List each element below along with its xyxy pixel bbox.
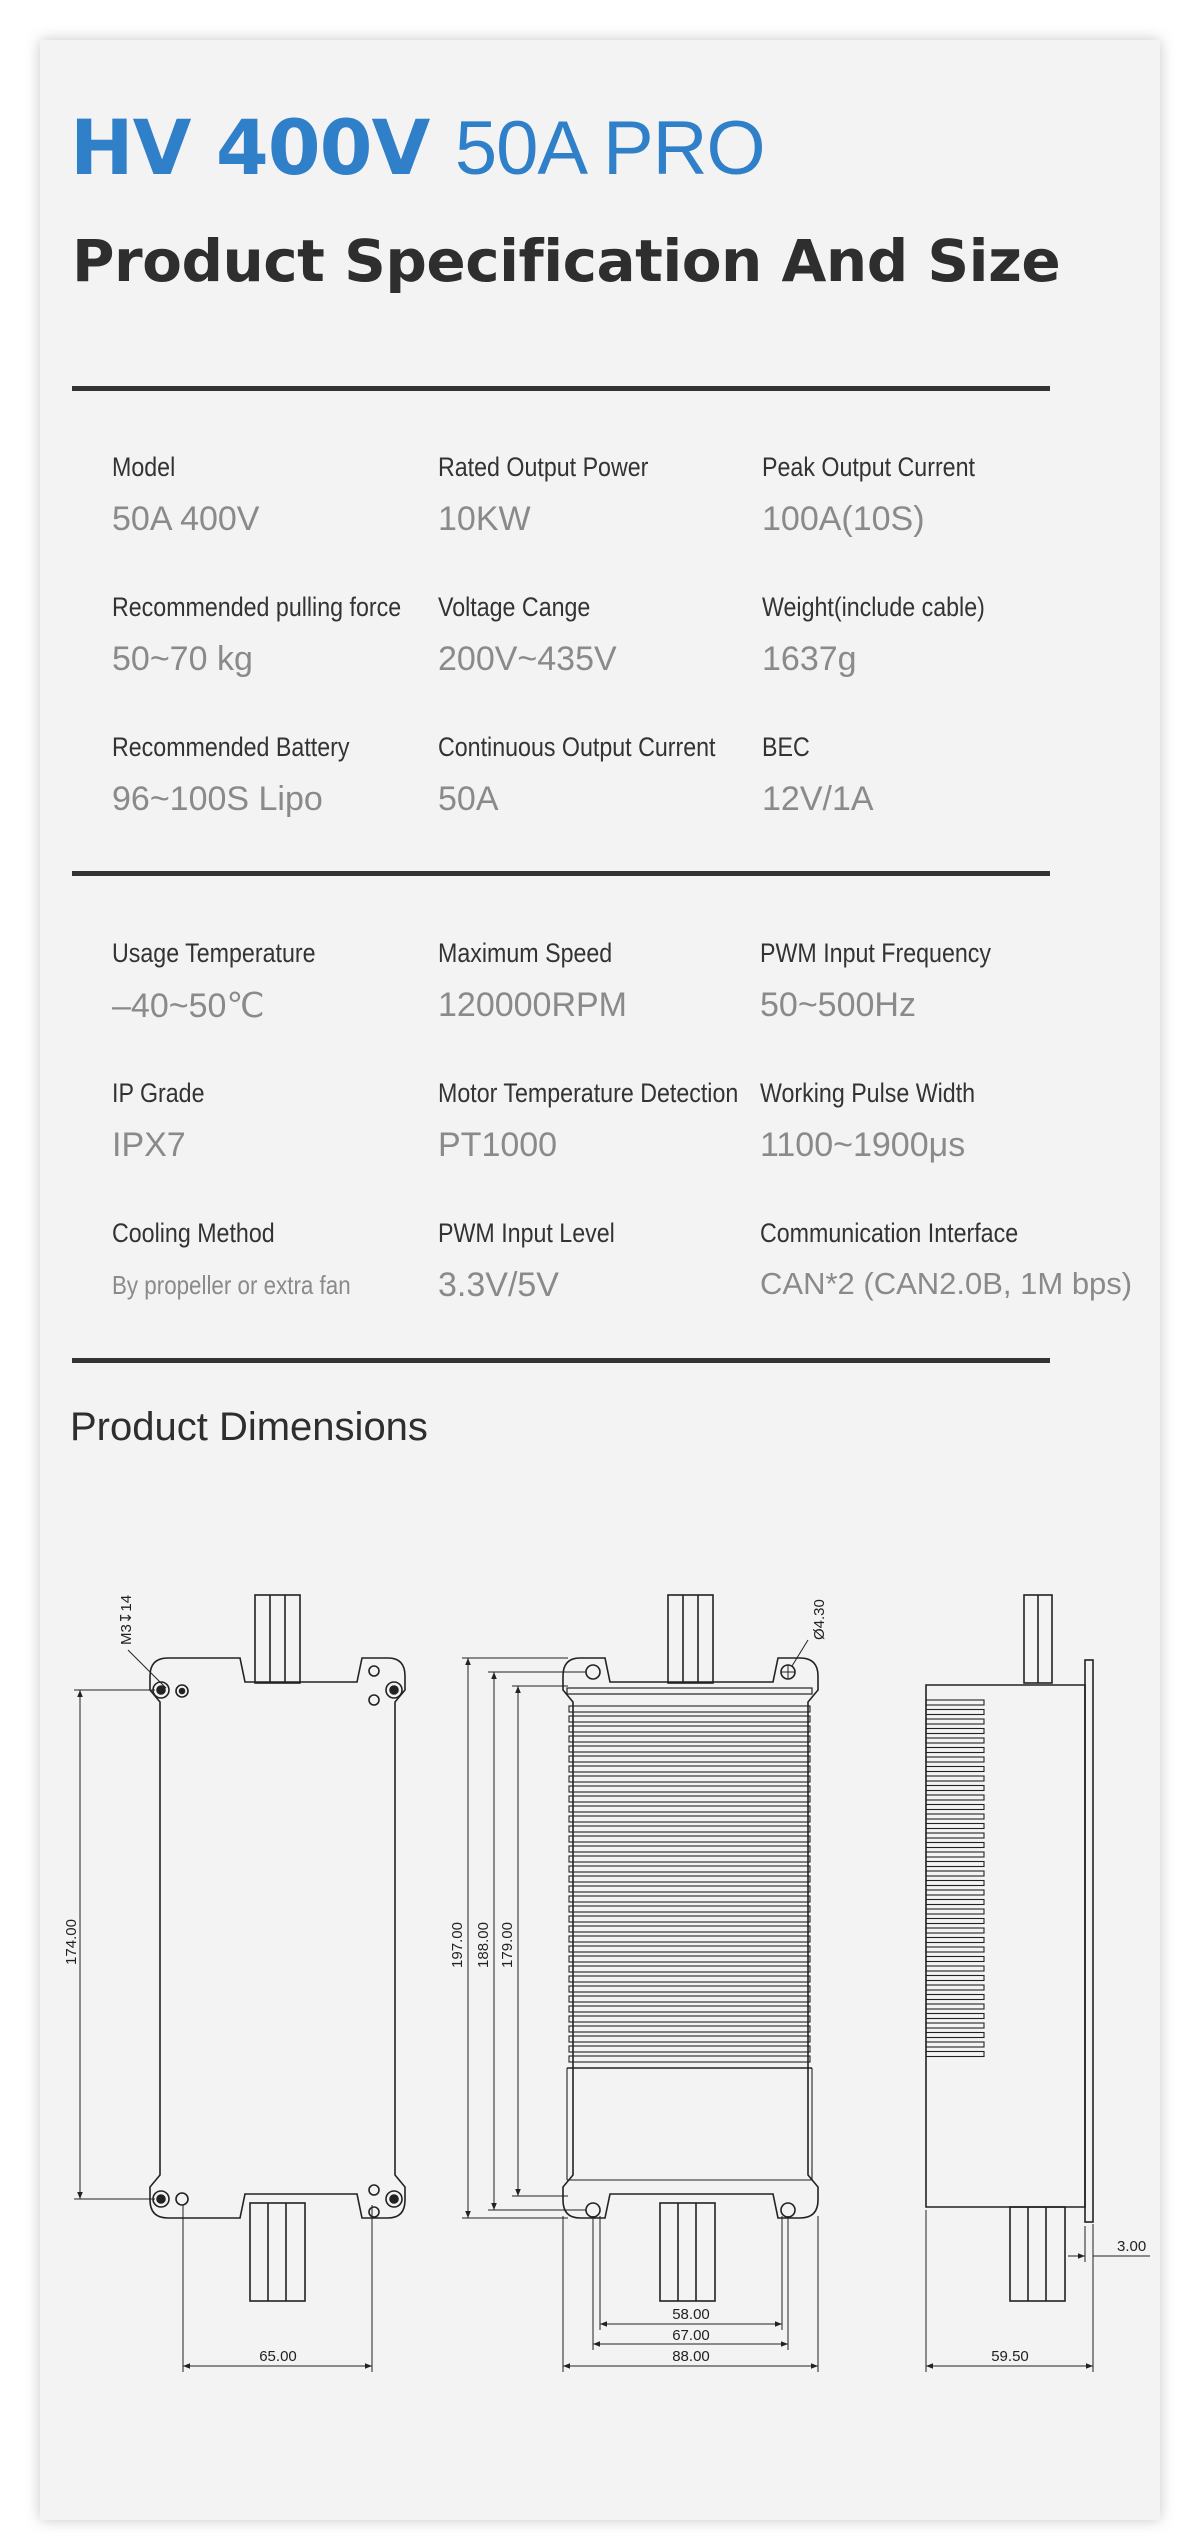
spec-value-comm-interface: CAN*2 (CAN2.0B, 1M bps): [760, 1266, 1133, 1301]
side-fin: [926, 1748, 984, 1753]
product-title-variant: 50A PRO: [454, 106, 765, 191]
front-hole: [369, 1695, 379, 1705]
heatsink-fin: [569, 1846, 810, 1852]
spec-label-model: Model: [112, 452, 176, 482]
spec-label-comm-interface: Communication Interface: [760, 1218, 1019, 1248]
side-fin: [926, 1833, 984, 1838]
side-fin: [926, 1719, 984, 1724]
heatsink-fin: [569, 1976, 810, 1982]
heatsink-fin: [569, 1936, 810, 1942]
side-fin: [926, 1862, 984, 1867]
side-fin: [926, 2023, 984, 2028]
side-fin: [926, 1966, 984, 1971]
spec-label-pwm-level: PWM Input Level: [438, 1218, 615, 1248]
spec-label-pulse-width: Working Pulse Width: [760, 1078, 976, 1108]
side-fin: [926, 2004, 984, 2009]
spec-label-motor-temp: Motor Temperature Detection: [438, 1078, 739, 1108]
side-body: [926, 1685, 1085, 2207]
spec-label-cooling: Cooling Method: [112, 1218, 275, 1248]
front-hole: [369, 2207, 379, 2217]
spec-label-max-speed: Maximum Speed: [438, 938, 613, 968]
side-fin: [926, 1786, 984, 1791]
heatsink-fin: [569, 1736, 810, 1742]
spec-value-cooling: By propeller or extra fan: [112, 1270, 351, 1300]
spec-value-usage-temp: –40~50℃: [112, 987, 265, 1025]
spec-value-weight: 1637g: [762, 640, 857, 678]
heatsink-fin: [569, 1786, 810, 1792]
back-w3-label: 88.00: [672, 2348, 710, 2365]
back-cable-top: [668, 1595, 713, 1683]
side-fin: [926, 1900, 984, 1905]
heatsink-fin: [569, 2056, 810, 2062]
heatsink-fin: [569, 1996, 810, 2002]
spec-value-rated-power: 10KW: [438, 500, 531, 538]
side-fin: [926, 1919, 984, 1924]
heatsink-fin: [569, 2006, 810, 2012]
back-hole-label: Ø4.30: [811, 1599, 828, 1640]
spec-value-pwm-frequency: 50~500Hz: [760, 986, 916, 1024]
back-cable-bottom: [660, 2203, 715, 2301]
heatsink-fin: [569, 1726, 810, 1732]
side-fin: [926, 1824, 984, 1829]
back-hole: [586, 1665, 600, 1679]
back-h1-label: 197.00: [449, 1922, 466, 1968]
side-fin: [926, 1947, 984, 1952]
side-plate: [1085, 1660, 1093, 2222]
back-w2-label: 67.00: [672, 2327, 710, 2344]
heatsink-fin: [569, 1776, 810, 1782]
side-fin: [926, 1890, 984, 1895]
heatsink-fin: [569, 1816, 810, 1822]
side-fin: [926, 1938, 984, 1943]
heatsink-fin: [569, 1706, 810, 1712]
side-fin: [926, 1795, 984, 1800]
side-fin: [926, 1976, 984, 1981]
spec-label-weight: Weight(include cable): [762, 592, 985, 622]
side-fin: [926, 1995, 984, 2000]
front-hole: [369, 1666, 379, 1676]
back-hole: [781, 2203, 795, 2217]
spec-label-bec: BEC: [762, 732, 810, 762]
front-hole: [157, 1686, 165, 1694]
side-fin: [926, 1814, 984, 1819]
dimensions-title: Product Dimensions: [70, 1405, 428, 1449]
side-view: [926, 1595, 1150, 2372]
side-fin: [926, 2014, 984, 2019]
heatsink-fin: [569, 1966, 810, 1972]
front-body: [150, 1658, 405, 2218]
front-cable-bottom: [250, 2203, 305, 2301]
heatsink-fin: [569, 1986, 810, 1992]
back-top-rail: [567, 1688, 812, 1694]
front-view: [74, 1595, 405, 2372]
spec-value-motor-temp: PT1000: [438, 1126, 558, 1164]
side-fins: [926, 1700, 984, 2057]
heatsink-fin: [569, 1836, 810, 1842]
side-fin: [926, 1871, 984, 1876]
front-hole: [369, 2185, 379, 2195]
heatsink-fin: [569, 1766, 810, 1772]
side-fin: [926, 1710, 984, 1715]
front-cable-top: [255, 1595, 300, 1683]
side-fin: [926, 1909, 984, 1914]
page-subtitle: Product Specification And Size: [72, 227, 1061, 295]
back-h3-label: 179.00: [499, 1922, 516, 1968]
side-plate-label: 3.00: [1117, 2238, 1147, 2255]
side-fin: [926, 2033, 984, 2038]
heatsink-fin: [569, 1796, 810, 1802]
front-thread-label: M3↧14: [118, 1594, 135, 1645]
front-thread-leader: [128, 1650, 166, 1688]
side-fin: [926, 1928, 984, 1933]
spec-value-max-speed: 120000RPM: [438, 986, 628, 1024]
side-fin: [926, 1738, 984, 1743]
heatsink-fin: [569, 1916, 810, 1922]
side-cable-bottom: [1010, 2207, 1065, 2301]
side-fin: [926, 2052, 984, 2057]
side-fin: [926, 1805, 984, 1810]
back-hole-leader: [792, 1640, 808, 1666]
side-fin: [926, 1767, 984, 1772]
spec-value-peak-current: 100A(10S): [762, 500, 925, 538]
heatsink-fins: [569, 1706, 810, 2062]
spec-label-continuous-current: Continuous Output Current: [438, 732, 716, 762]
front-hole: [180, 1689, 185, 1694]
front-hole: [390, 2195, 398, 2203]
side-fin: [926, 1700, 984, 1705]
back-h2-label: 188.00: [475, 1922, 492, 1968]
side-fin: [926, 1757, 984, 1762]
spec-label-usage-temp: Usage Temperature: [112, 938, 316, 968]
spec-value-pwm-level: 3.3V/5V: [438, 1266, 559, 1304]
side-fin: [926, 1985, 984, 1990]
heatsink-fin: [569, 1926, 810, 1932]
side-fin: [926, 1852, 984, 1857]
heatsink-fin: [569, 2036, 810, 2042]
side-fin: [926, 1843, 984, 1848]
heatsink-fin: [569, 1906, 810, 1912]
spec-value-model: 50A 400V: [112, 500, 260, 538]
spec-value-pulling-force: 50~70 kg: [112, 640, 253, 678]
heatsink-fin: [569, 1896, 810, 1902]
side-fin: [926, 1881, 984, 1886]
front-hole: [157, 2195, 165, 2203]
spec-label-rated-power: Rated Output Power: [438, 452, 649, 482]
spec-label-pulling-force: Recommended pulling force: [112, 592, 402, 622]
heatsink-fin: [569, 2016, 810, 2022]
front-height-label: 174.00: [63, 1919, 80, 1965]
side-fin: [926, 2042, 984, 2047]
heatsink-fin: [569, 1866, 810, 1872]
spec-label-battery: Recommended Battery: [112, 732, 350, 762]
heatsink-fin: [569, 2046, 810, 2052]
front-hole: [390, 1686, 398, 1694]
spec-value-pulse-width: 1100~1900μs: [760, 1126, 966, 1164]
front-width-label: 65.00: [259, 2348, 297, 2365]
heatsink-fin: [569, 1826, 810, 1832]
spec-label-voltage-range: Voltage Cange: [438, 592, 591, 622]
side-depth-label: 59.50: [991, 2348, 1029, 2365]
product-title-model: HV 400V: [70, 103, 430, 192]
spec-value-ip-grade: IPX7: [112, 1126, 186, 1164]
back-w1-label: 58.00: [672, 2306, 710, 2323]
side-fin: [926, 1776, 984, 1781]
heatsink-fin: [569, 1716, 810, 1722]
heatsink-fin: [569, 1886, 810, 1892]
back-hole: [586, 2203, 600, 2217]
heatsink-fin: [569, 1856, 810, 1862]
heatsink-fin: [569, 1746, 810, 1752]
heatsink-fin: [569, 2026, 810, 2032]
spec-label-peak-current: Peak Output Current: [762, 452, 975, 482]
spec-label-pwm-frequency: PWM Input Frequency: [760, 938, 992, 968]
heatsink-fin: [569, 1956, 810, 1962]
spec-value-voltage-range: 200V~435V: [438, 640, 617, 678]
spec-value-bec: 12V/1A: [762, 780, 874, 818]
heatsink-fin: [569, 1806, 810, 1812]
heatsink-fin: [569, 1946, 810, 1952]
side-fin: [926, 1729, 984, 1734]
front-hole: [176, 2193, 188, 2205]
back-view: [462, 1595, 818, 2372]
spec-value-battery: 96~100S Lipo: [112, 780, 323, 818]
heatsink-fin: [569, 1876, 810, 1882]
heatsink-fin: [569, 1756, 810, 1762]
side-fin: [926, 1957, 984, 1962]
spec-value-continuous-current: 50A: [438, 780, 499, 818]
spec-label-ip-grade: IP Grade: [112, 1078, 205, 1108]
